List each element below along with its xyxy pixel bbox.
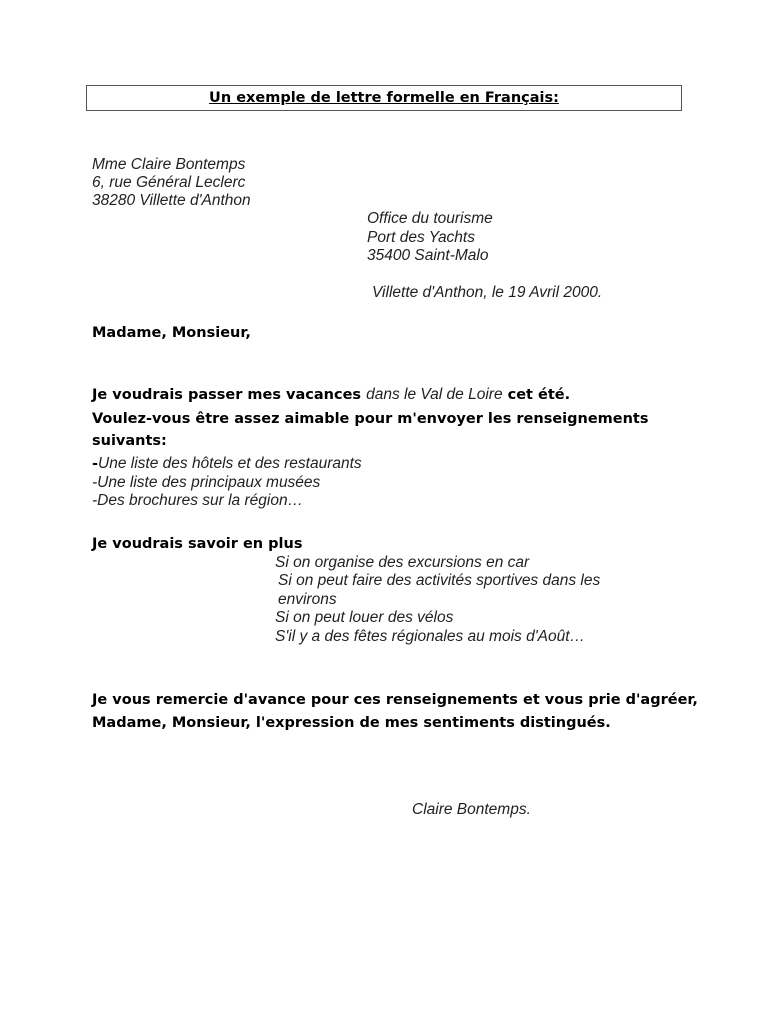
closing-line1: Je vous remercie d'avance pour ces renseignements et vous prie d'agréer, xyxy=(92,692,698,708)
signature: Claire Bontemps. xyxy=(412,801,531,818)
sender-street: 6, rue Général Leclerc xyxy=(92,174,246,191)
document-title: Un exemple de lettre formelle en Français: xyxy=(209,90,559,106)
paragraph-vacances xyxy=(92,384,570,406)
list-item: Si on organise des excursions en car xyxy=(275,554,530,571)
list-dash: - xyxy=(92,456,99,472)
sender-city: 38280 Villette d'Anthon xyxy=(92,192,251,209)
list-item: environs xyxy=(278,591,337,608)
paragraph-vacances-part2: dans le Val de Loire xyxy=(366,386,503,403)
place-date: Villette d'Anthon, le 19 Avril 2000. xyxy=(372,284,603,301)
sender-name: Mme Claire Bontemps xyxy=(92,156,246,173)
closing-line2: Madame, Monsieur, l'expression de mes sentiments distingués. xyxy=(92,715,611,731)
paragraph-request-line2: suivants: xyxy=(92,433,167,449)
paragraph-savoir: Je voudrais savoir en plus xyxy=(92,536,303,552)
list-item: Si on peut faire des activités sportives dans les xyxy=(278,572,601,589)
list-item: -Une liste des hôtels et des restaurants xyxy=(92,455,362,472)
list-item: -Une liste des principaux musées xyxy=(92,474,321,491)
paragraph-vacances-part1: Je voudrais passer mes vacances xyxy=(92,387,362,403)
paragraph-request-line1: Voulez-vous être assez aimable pour m'envoyer les renseignements xyxy=(92,411,649,427)
salutation: Madame, Monsieur, xyxy=(92,325,251,341)
paragraph-vacances-part3: cet été. xyxy=(507,387,571,403)
title-box xyxy=(86,85,682,111)
list-item: -Des brochures sur la région… xyxy=(92,492,304,509)
recipient-name: Office du tourisme xyxy=(367,210,493,227)
recipient-street: Port des Yachts xyxy=(367,229,475,246)
recipient-city: 35400 Saint-Malo xyxy=(367,247,489,264)
list-item: Si on peut louer des vélos xyxy=(275,609,454,626)
list-item: S'il y a des fêtes régionales au mois d'Août… xyxy=(275,628,586,645)
